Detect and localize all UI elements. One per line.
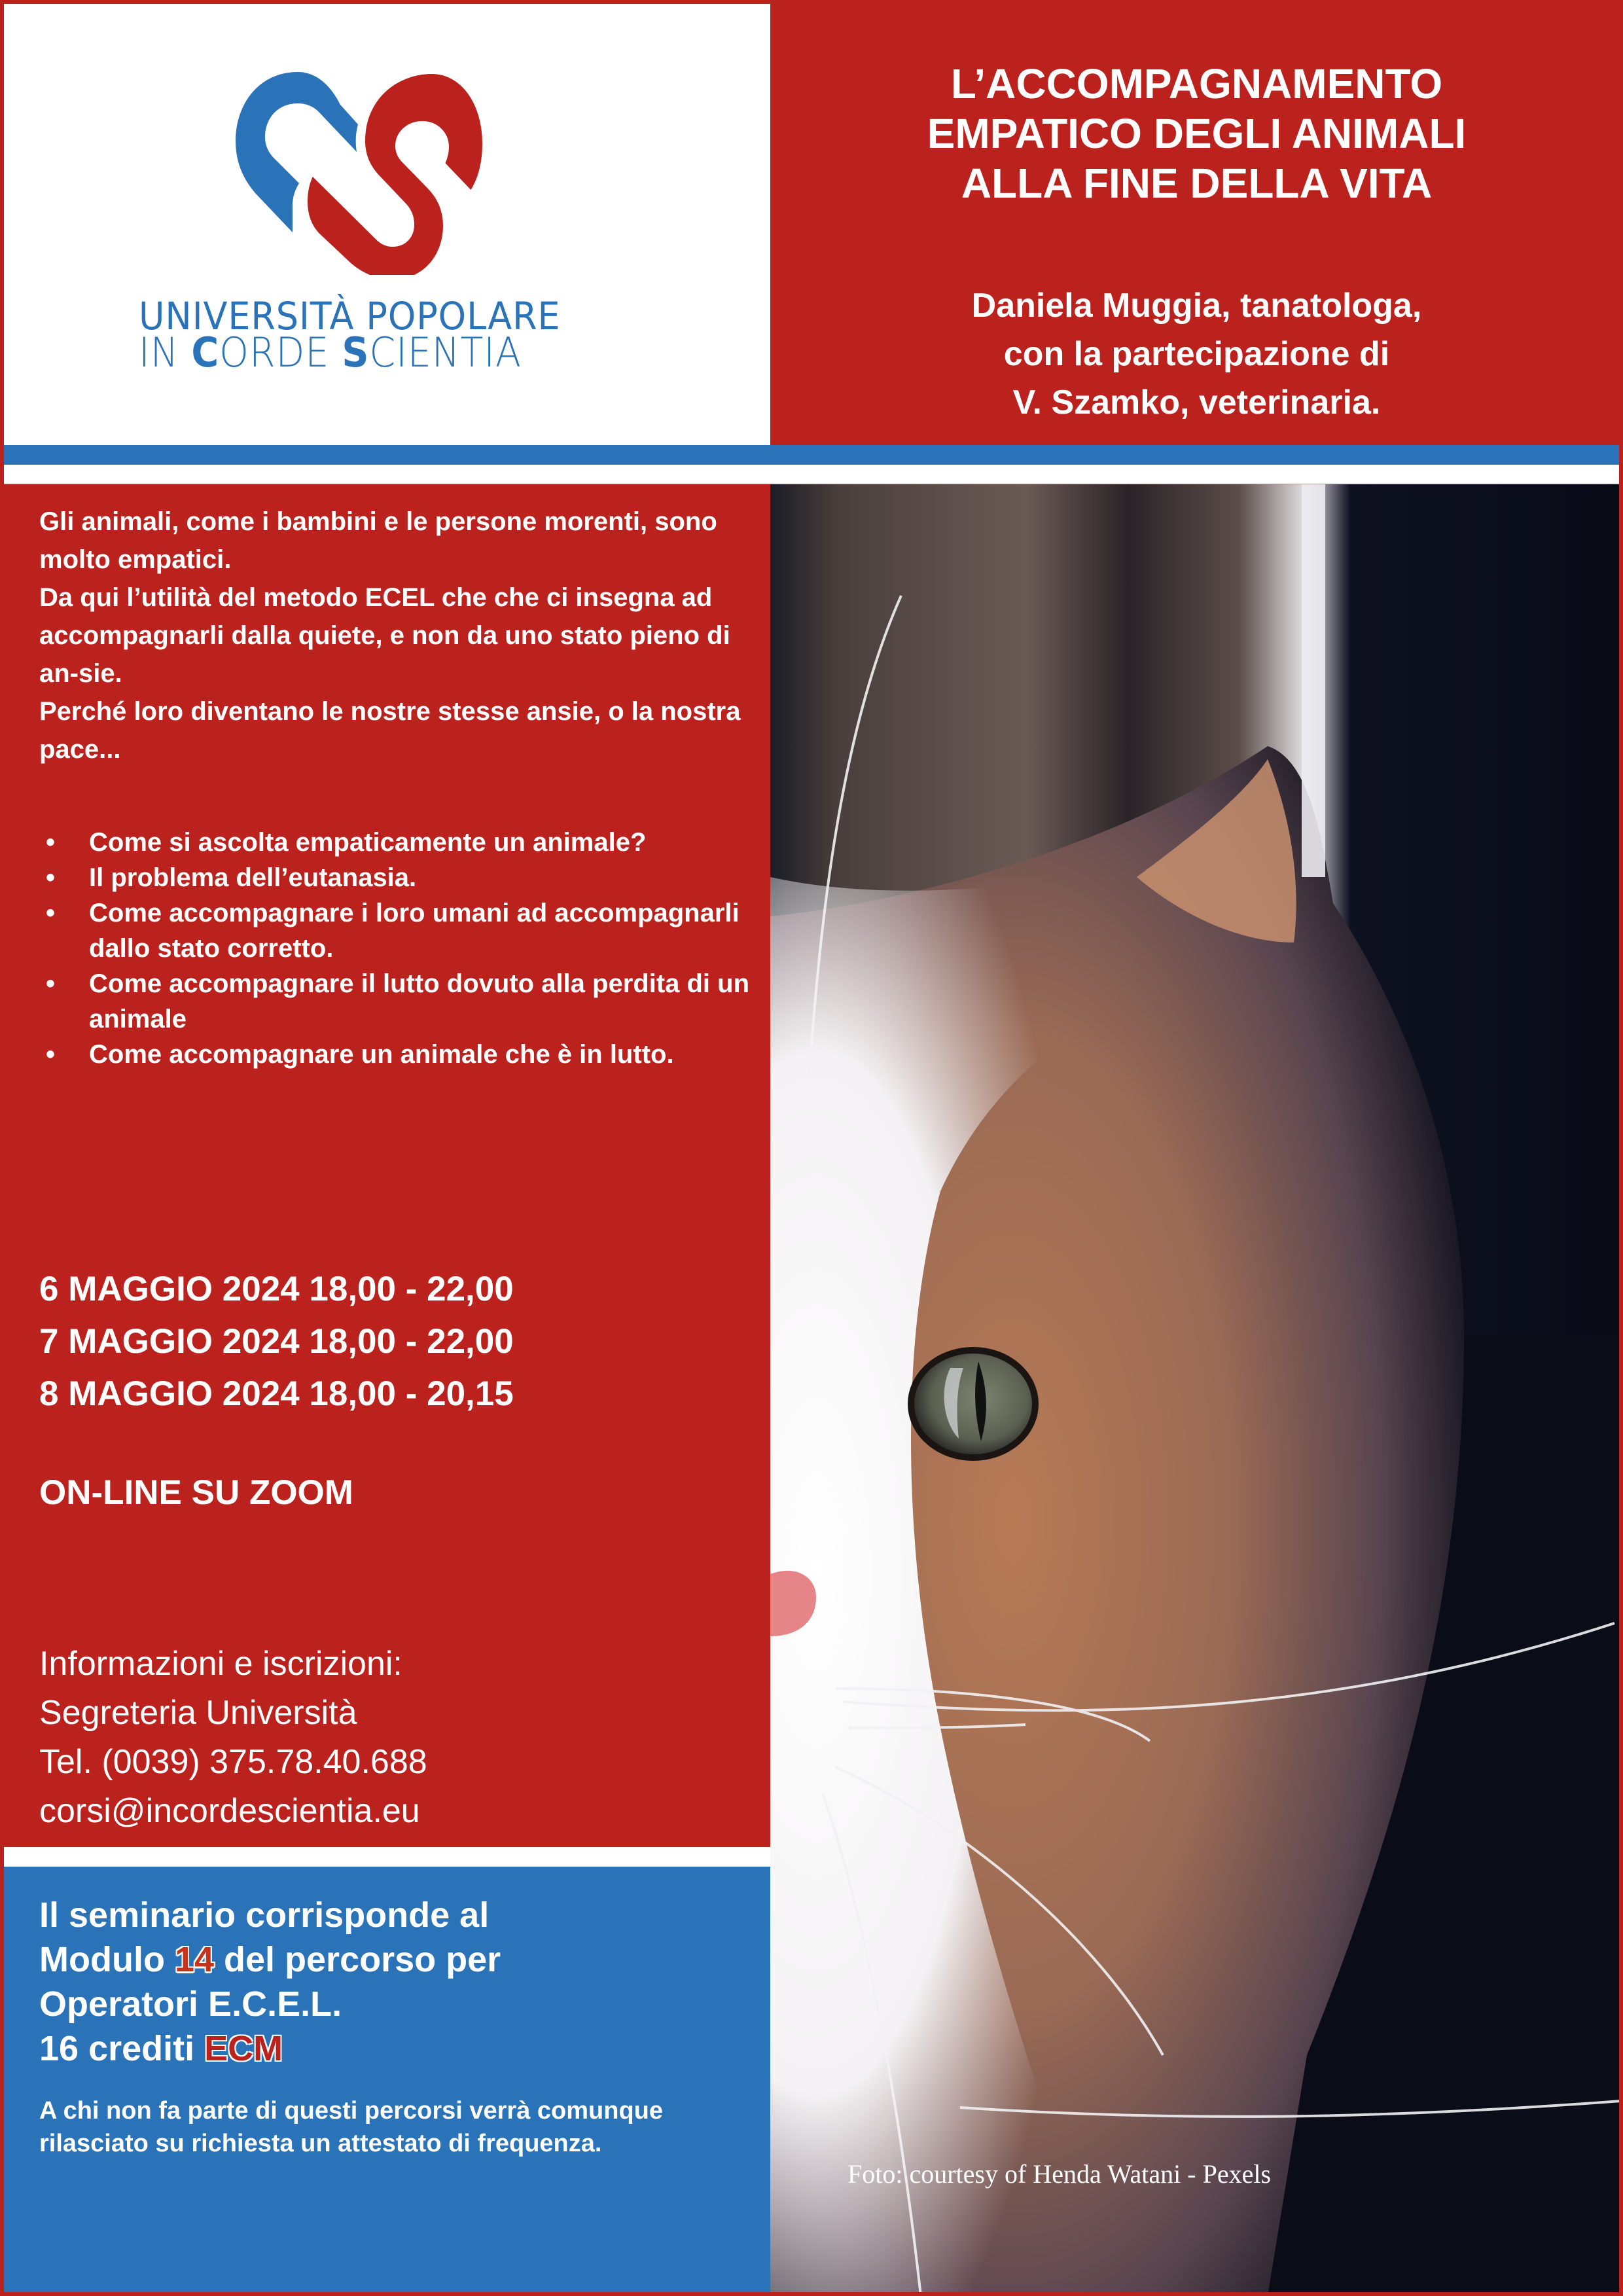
module-line (39, 2026, 501, 2071)
logo-panel (0, 0, 770, 445)
module-line: Il seminario corrisponde al (39, 1895, 490, 1935)
topic-item (39, 860, 753, 895)
credits-text: 16 crediti (39, 2029, 205, 2068)
module-number-badge: 14 (174, 1940, 215, 1979)
contact-phone[interactable]: Tel. (0039) 375.78.40.688 (39, 1743, 427, 1781)
module-line (39, 1937, 501, 1982)
divider-white-band (0, 1847, 770, 1867)
speaker-line: Daniela Muggia, tanatologa, (971, 287, 1422, 325)
title-line: EMPATICO DEGLI ANIMALI (927, 110, 1467, 157)
photo-caption: Foto: courtesy of Henda Watani - Pexels (847, 2159, 1272, 2189)
contact-info (39, 1640, 427, 1836)
logo-word-in: IN (139, 329, 192, 376)
schedule-dates (39, 1263, 514, 1420)
university-name (139, 294, 636, 376)
contact-email[interactable]: corsi@incordescientia.eu (39, 1792, 420, 1830)
module-line: Operatori E.C.E.L. (39, 1984, 342, 2024)
cat-eye (911, 1350, 1035, 1458)
topic-text: Come accompagnare un animale che è in lutto. (89, 1040, 674, 1069)
divider-white-band (0, 465, 1623, 484)
speakers (770, 281, 1623, 427)
speaker-line: V. Szamko, veterinaria. (1012, 384, 1381, 422)
ecm-badge: ECM (204, 2029, 283, 2068)
title-panel (770, 0, 1623, 445)
topic-text: Il problema dell’eutanasia. (89, 863, 417, 892)
attendance-note: A chi non fa parte di questi percorsi verrà comunque rilasciato su richiesta un attestato di frequenza. (39, 2097, 664, 2157)
university-logo-icon (232, 65, 520, 275)
contact-office: Segreteria Università (39, 1694, 357, 1732)
bullet-icon: • (46, 828, 56, 857)
intro-paragraph: Perché loro diventano le nostre stesse ansie, o la nostra pace... (39, 697, 741, 764)
module-panel (0, 1867, 770, 2296)
university-name-line1: UNIVERSITÀ POPOLARE (139, 294, 561, 338)
bullet-icon: • (46, 969, 56, 998)
topic-text: Come si ascolta empaticamente un animale? (89, 828, 647, 857)
bullet-icon: • (46, 863, 56, 892)
schedule-date: 6 MAGGIO 2024 18,00 - 22,00 (39, 1270, 514, 1308)
topic-item (39, 825, 753, 860)
topic-text: Come accompagnare il lutto dovuto alla perdita di un animale (89, 969, 750, 1033)
module-info (39, 1893, 501, 2071)
topic-item (39, 895, 753, 966)
intro-text (39, 503, 746, 768)
logo-bold-c: C (191, 329, 220, 376)
divider-blue-band (0, 445, 1623, 465)
description-panel (0, 484, 770, 1847)
topic-text: Come accompagnare i loro umani ad accompagnarli dallo stato corretto. (89, 899, 740, 963)
university-name-line2 (139, 329, 596, 376)
bullet-icon: • (46, 1040, 56, 1069)
title-line: ALLA FINE DELLA VITA (961, 160, 1433, 207)
schedule-date: 7 MAGGIO 2024 18,00 - 22,00 (39, 1322, 514, 1361)
kitten-photo (770, 484, 1623, 2296)
logo-word-cientia: CIENTIA (369, 329, 522, 376)
logo-bold-s: S (342, 329, 370, 376)
event-title (770, 59, 1623, 208)
topic-item (39, 966, 753, 1037)
schedule-date: 8 MAGGIO 2024 18,00 - 20,15 (39, 1374, 514, 1413)
topic-item (39, 1037, 753, 1072)
intro-paragraph: Gli animali, come i bambini e le persone morenti, sono molto empatici. (39, 507, 717, 574)
logo-word-orde: ORDE (219, 329, 342, 376)
topics-list (39, 825, 753, 1072)
module-text: Modulo (39, 1940, 175, 1979)
window-frame (1302, 484, 1325, 877)
event-mode: ON-LINE SU ZOOM (39, 1473, 353, 1512)
bullet-icon: • (46, 899, 56, 927)
speaker-line: con la partecipazione di (1003, 335, 1390, 373)
module-text: del percorso per (214, 1940, 501, 1979)
kitten-illustration (770, 484, 1623, 2296)
title-line: L’ACCOMPAGNAMENTO (950, 60, 1443, 107)
intro-paragraph: Da qui l’utilità del metodo ECEL che che ci insegna ad accompagnarli dalla quiete, e non da uno stato pieno di an-sie. (39, 583, 730, 688)
contact-heading: Informazioni e iscrizioni: (39, 1645, 402, 1683)
